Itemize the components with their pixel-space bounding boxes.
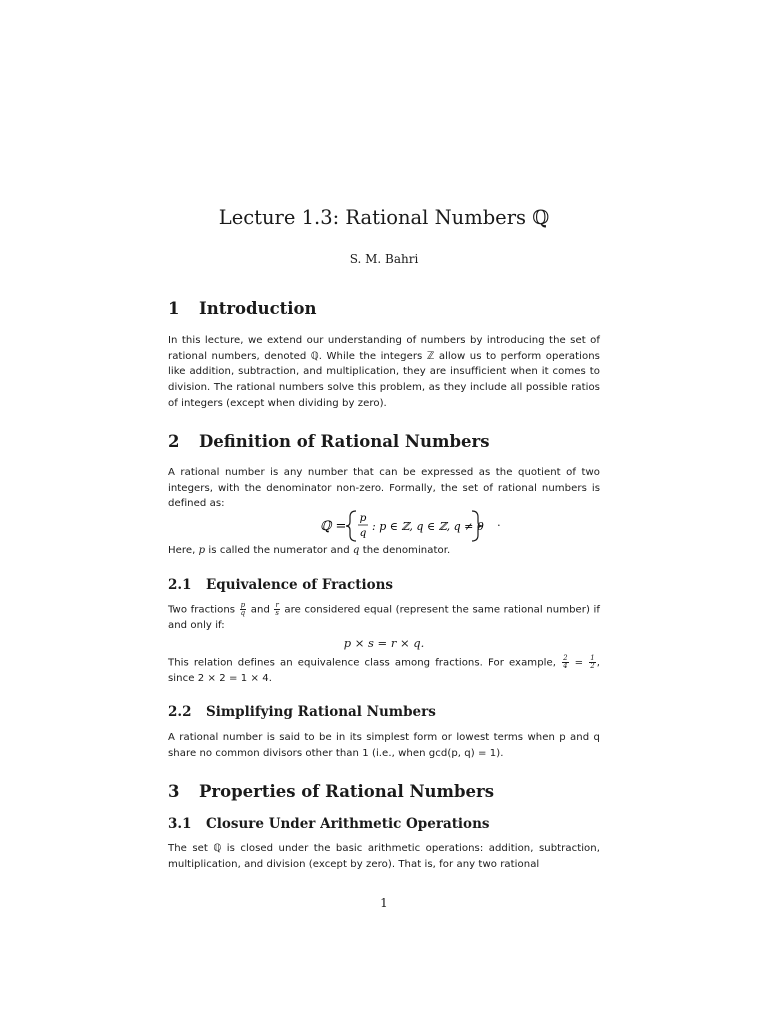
frac-den: 4	[563, 662, 568, 670]
subsection-title: Closure Under Arithmetic Operations	[206, 816, 490, 832]
subsection-number: 3.1	[168, 816, 192, 832]
math-q: q	[352, 545, 360, 556]
subsection-heading-simplifying	[168, 704, 436, 720]
eq-period: .	[497, 515, 501, 529]
page-number: 1	[380, 896, 388, 910]
frac-num: 1	[590, 654, 595, 662]
eq-numerator: p	[359, 512, 367, 524]
numerator-paragraph	[168, 543, 600, 559]
section-title: Definition of Rational Numbers	[199, 432, 490, 451]
subsection-number: 2.2	[168, 704, 192, 720]
equivalence-example-paragraph	[168, 655, 600, 687]
subsection-heading-closure	[168, 816, 489, 832]
fraction-1-over-2	[589, 655, 596, 670]
section-heading-properties	[168, 782, 494, 801]
text-run: , since 2 × 2 = 1 × 4.	[168, 657, 600, 685]
eq-denominator: q	[359, 527, 367, 539]
set-definition-svg	[284, 506, 484, 546]
cross-multiplication-equation: p × s = r × q.	[343, 636, 425, 650]
frac-num: r	[275, 601, 279, 609]
section-number: 2	[168, 432, 180, 451]
fraction-2-over-4	[562, 655, 569, 670]
paper-title: Lecture 1.3: Rational Numbers ℚ	[218, 206, 550, 229]
subsection-number: 2.1	[168, 577, 192, 593]
subsection-title: Simplifying Rational Numbers	[206, 704, 436, 720]
text-run: Here,	[168, 545, 199, 556]
section-heading-introduction	[168, 299, 317, 318]
section-title: Introduction	[199, 299, 317, 318]
frac-den: 2	[590, 662, 595, 670]
text-run: Two fractions	[168, 604, 239, 616]
section-number: 3	[168, 782, 180, 801]
text-run: are considered equal (represent the same rational number) if and only if:	[168, 604, 600, 632]
text-run: the denominator.	[359, 545, 451, 556]
section-number: 1	[168, 299, 180, 318]
subsection-title: Equivalence of Fractions	[206, 577, 394, 593]
text-run: =	[569, 657, 589, 669]
text-run: is called the numerator and	[205, 545, 353, 556]
text-run: and	[247, 604, 274, 616]
eq-lhs: ℚ =	[320, 519, 347, 534]
eq-condition: : p ∈ ℤ, q ∈ ℤ, q ≠ 0	[372, 520, 484, 533]
fraction-r-over-s	[274, 602, 279, 617]
set-definition-equation	[168, 506, 600, 546]
frac-num: p	[240, 601, 246, 609]
closure-paragraph: The set ℚ is closed under the basic arithmetic operations: addition, subtraction, multiplication, and division (except by zero). That is, for any two rational	[168, 843, 600, 870]
frac-den: q	[240, 609, 246, 617]
section-heading-definition	[168, 432, 489, 451]
left-brace	[346, 511, 356, 541]
frac-den: s	[275, 609, 279, 617]
simplifying-paragraph: A rational number is said to be in its simplest form or lowest terms when p and q share no common divisors other than 1 (i.e., when gcd(p, q) = 1).	[168, 732, 600, 759]
paper-author: S. M. Bahri	[349, 252, 419, 266]
section-title: Properties of Rational Numbers	[199, 782, 495, 801]
math-p: p	[198, 545, 206, 556]
fraction-p-over-q	[240, 602, 247, 617]
definition-paragraph: A rational number is any number that can be expressed as the quotient of two integers, with the denominator non-zero. Formally, the set of rational numbers is defined as:	[168, 467, 600, 510]
frac-num: 2	[563, 654, 568, 662]
text-run: This relation defines an equivalence class among fractions. For example,	[168, 657, 562, 669]
equivalence-paragraph	[168, 602, 600, 634]
introduction-paragraph: In this lecture, we extend our understanding of numbers by introducing the set of rational numbers, denoted ℚ. While the integers ℤ allow us to perform operations like addition, subtraction, and multiplication, they are insufficient when it comes to division. The rational numbers solve this problem, as they include all possible ratios of integers (except when dividing by zero).	[168, 335, 600, 409]
subsection-heading-equivalence	[168, 577, 393, 593]
